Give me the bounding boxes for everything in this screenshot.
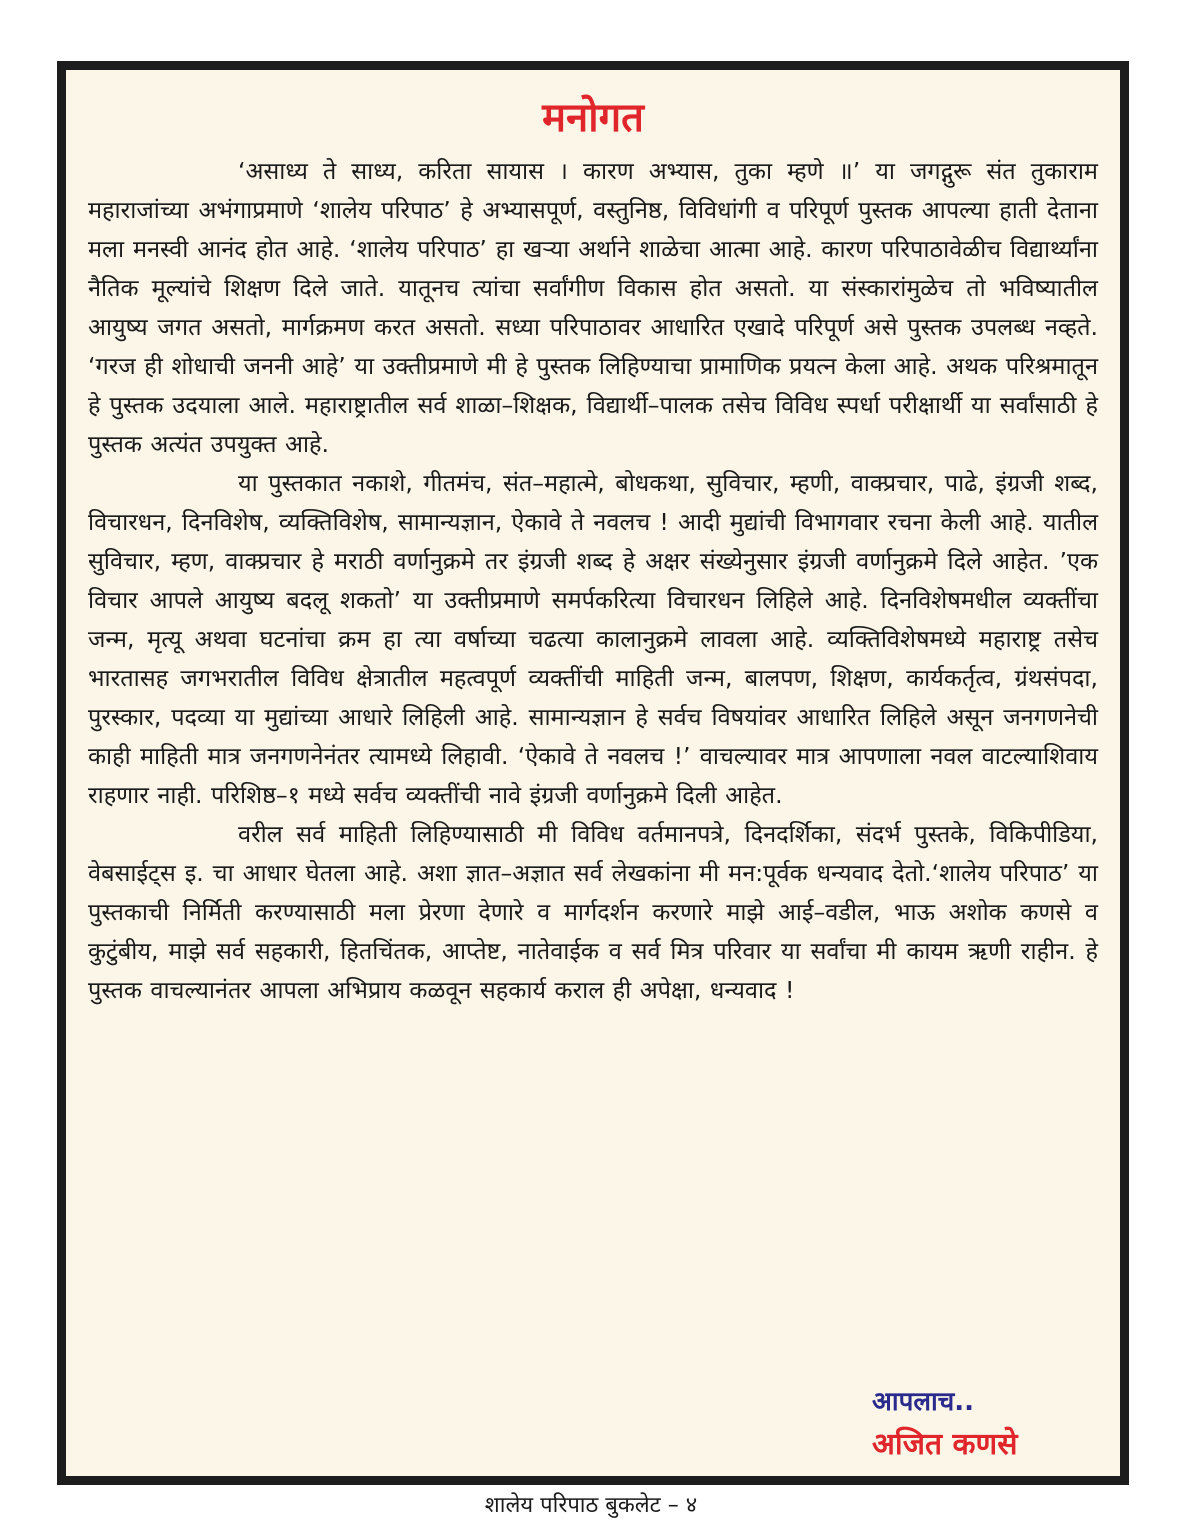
signature-block — [872, 1382, 1062, 1468]
paragraph-contents: या पुस्तकात नकाशे, गीतमंच, संत–महात्मे, बोधकथा, सुविचार, म्हणी, वाक्प्रचार, पाढे, इंग्रजी शब्द, विचारधन, दिनविशेष, व्यक्तिविशेष, सामान्यज्ञान, ऐकावे ते नवलच ! आदी मुद्यांची विभागवार रचना केली आहे. यातील सुविचार, म्हण, वाक्प्रचार हे मराठी वर्णानुक्रमे तर इंग्रजी शब्द हे अक्षर संख्येनुसार इंग्रजी वर्णानुक्रमे दिले आहेत. ’एक विचार आपले आयुष्य बदलू शकतो’ या उक्तीप्रमाणे समर्पकरित्या विचारधन लिहिले आहे. दिनविशेषमधील व्यक्तींचा जन्म, मृत्यू अथवा घटनांचा क्रम हा त्या वर्षाच्या चढत्या कालानुक्रमे लावला आहे. व्यक्तिविशेषमध्ये महाराष्ट्र तसेच भारतासह जगभरातील विविध क्षेत्रातील महत्वपूर्ण व्यक्तींची माहिती जन्म, बालपण, शिक्षण, कार्यकर्तृत्व, ग्रंथसंपदा, पुरस्कार, पदव्या या मुद्यांच्या आधारे लिहिली आहे. सामान्यज्ञान हे सर्वच विषयांवर आधारित लिहिले असून जनगणनेची काही माहिती मात्र जनगणनेनंतर त्यामध्ये लिहावी. ‘ऐकावे ते नवलच !’ वाचल्यावर मात्र आपणाला नवल वाटल्याशिवाय राहणार नाही. परिशिष्ठ–१ मध्ये सर्वच व्यक्तींची नावे इंग्रजी वर्णानुक्रमे दिली आहेत. — [88, 469, 1098, 809]
paragraph-intro: ‘असाध्य ते साध्य, करिता सायास । कारण अभ्यास, तुका म्हणे ॥’ या जगद्गुरू संत तुकाराम महाराजांच्या अभंगाप्रमाणे ‘शालेय परिपाठ’ हे अभ्यासपूर्ण, वस्तुनिष्ठ, विविधांगी व परिपूर्ण पुस्तक आपल्या हाती देताना मला मनस्वी आनंद होत आहे. ‘शालेय परिपाठ’ हा खऱ्या अर्थाने शाळेचा आत्मा आहे. कारण परिपाठावेळीच विद्यार्थ्यांना नैतिक मूल्यांचे शिक्षण दिले जाते. यातूनच त्यांचा सर्वांगीण विकास होत असतो. या संस्कारांमुळेच तो भविष्यातील आयुष्य जगत असतो, मार्गक्रमण करत असतो. सध्या परिपाठावर आधारित एखादे परिपूर्ण असे पुस्तक उपलब्ध नव्हते. ‘गरज ही शोधाची जननी आहे’ या उक्तीप्रमाणे मी हे पुस्तक लिहिण्याचा प्रामाणिक प्रयत्न केला आहे. अथक परिश्रमातून हे पुस्तक उदयाला आले. महाराष्ट्रातील सर्व शाळा–शिक्षक, विद्यार्थी–पालक तसेच विविध स्पर्धा परीक्षार्थी या सर्वांसाठी हे पुस्तक अत्यंत उपयुक्त आहे. — [88, 157, 1098, 458]
author-name: अजित कणसे — [872, 1427, 1018, 1462]
content-area — [88, 90, 1098, 1456]
signature-greeting: आपलाच.. — [872, 1387, 974, 1417]
page-border-frame — [57, 61, 1129, 1485]
page-title: मनोगत — [542, 95, 644, 141]
paragraph-acknowledgements: वरील सर्व माहिती लिहिण्यासाठी मी विविध वर्तमानपत्रे, दिनदर्शिका, संदर्भ पुस्तके, विकिपीडिया, वेबसाईट्स इ. चा आधार घेतला आहे. अशा ज्ञात–अज्ञात सर्व लेखकांना मी मन:पूर्वक धन्यवाद देतो.‘शालेय परिपाठ’ या पुस्तकाची निर्मिती करण्यासाठी मला प्रेरणा देणारे व मार्गदर्शन करणारे माझे आई–वडील, भाऊ अशोक कणसे व कुटुंबीय, माझे सर्व सहकारी, हितचिंतक, आप्तेष्ट, नातेवाईक व सर्व मित्र परिवार या सर्वांचा मी कायम ऋणी राहीन. हे पुस्तक वाचल्यानंतर आपला अभिप्राय कळवून सहकार्य कराल ही अपेक्षा, धन्यवाद ! — [88, 820, 1098, 1004]
page-footer: शालेय परिपाठ बुकलेट – ४ — [484, 1493, 698, 1518]
